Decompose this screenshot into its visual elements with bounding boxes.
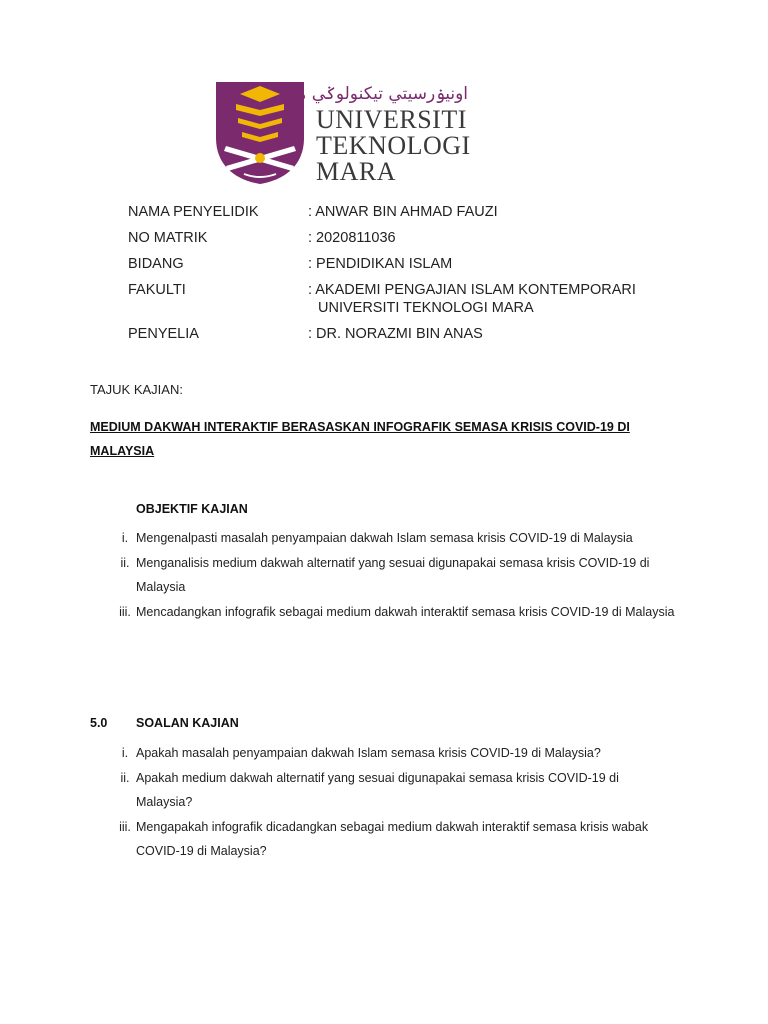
wordmark-line-2: TEKNOLOGI	[316, 131, 471, 160]
list-item	[90, 815, 690, 863]
objektif-heading: OBJEKTIF KAJIAN	[136, 502, 248, 516]
soalan-number: 5.0	[90, 716, 108, 730]
info-label: NAMA PENYELIDIK	[128, 204, 259, 220]
list-item-text: Menganalisis medium dakwah alternatif yang sesuai digunapakai semasa krisis COVID-19 di Malaysia	[136, 556, 650, 594]
list-item-text: Mencadangkan infografik sebagai medium dakwah interaktif semasa krisis COVID-19 di Malaysia	[136, 605, 675, 619]
jawi-wordmark: اونيۏرسيتي تيكنولوݢي مارا	[279, 84, 468, 104]
list-item-number: ii.	[120, 771, 130, 785]
info-value-multiline	[308, 281, 688, 317]
info-value: : DR. NORAZMI BIN ANAS	[308, 326, 483, 342]
info-label: PENYELIA	[128, 326, 199, 342]
info-value: : ANWAR BIN AHMAD FAUZI	[308, 204, 498, 220]
uitm-wordmark	[316, 107, 471, 185]
list-item	[90, 766, 690, 814]
wordmark-line-1: UNIVERSITI	[316, 105, 467, 134]
soalan-heading: SOALAN KAJIAN	[136, 716, 239, 730]
list-item-text: Mengapakah infografik dicadangkan sebagai medium dakwah interaktif semasa krisis wabak COVID-19 di Malaysia?	[136, 820, 649, 858]
info-value-line-2: UNIVERSITI TEKNOLOGI MARA	[318, 300, 534, 316]
uitm-logo	[214, 80, 474, 186]
list-item	[90, 526, 690, 550]
list-item-number: iii.	[119, 605, 131, 619]
info-row-fakulti	[128, 281, 688, 317]
info-value: : AKADEMI PENGAJIAN ISLAM KONTEMPORARI	[308, 282, 636, 298]
list-item	[90, 551, 690, 599]
list-item-number: i.	[121, 746, 129, 760]
list-item-number: iii.	[119, 820, 131, 834]
info-row-penyelia	[128, 325, 688, 343]
list-item	[90, 741, 690, 765]
info-row-matrik	[128, 229, 688, 247]
list-item	[90, 600, 690, 624]
list-item-text: Apakah medium dakwah alternatif yang sesuai digunapakai semasa krisis COVID-19 di Malaysia?	[136, 771, 619, 809]
researcher-info	[128, 203, 688, 351]
info-label: NO MATRIK	[128, 230, 208, 246]
list-item-number: i.	[121, 531, 129, 545]
info-value: : PENDIDIKAN ISLAM	[308, 256, 453, 272]
study-title: MEDIUM DAKWAH INTERAKTIF BERASASKAN INFOGRAFIK SEMASA KRISIS COVID-19 DI MALAYSIA	[90, 420, 630, 458]
info-row-bidang	[128, 255, 688, 273]
list-item-text: Apakah masalah penyampaian dakwah Islam semasa krisis COVID-19 di Malaysia?	[136, 746, 601, 760]
info-label: FAKULTI	[128, 282, 186, 298]
objektif-list	[90, 526, 690, 625]
list-item-number: ii.	[120, 556, 130, 570]
list-item-text: Mengenalpasti masalah penyampaian dakwah Islam semasa krisis COVID-19 di Malaysia	[136, 531, 633, 545]
info-row-nama	[128, 203, 688, 221]
tajuk-label: TAJUK KAJIAN:	[90, 382, 183, 397]
info-value: : 2020811036	[308, 230, 396, 246]
info-label: BIDANG	[128, 256, 184, 272]
soalan-list	[90, 741, 690, 864]
wordmark-line-3: MARA	[316, 157, 397, 186]
